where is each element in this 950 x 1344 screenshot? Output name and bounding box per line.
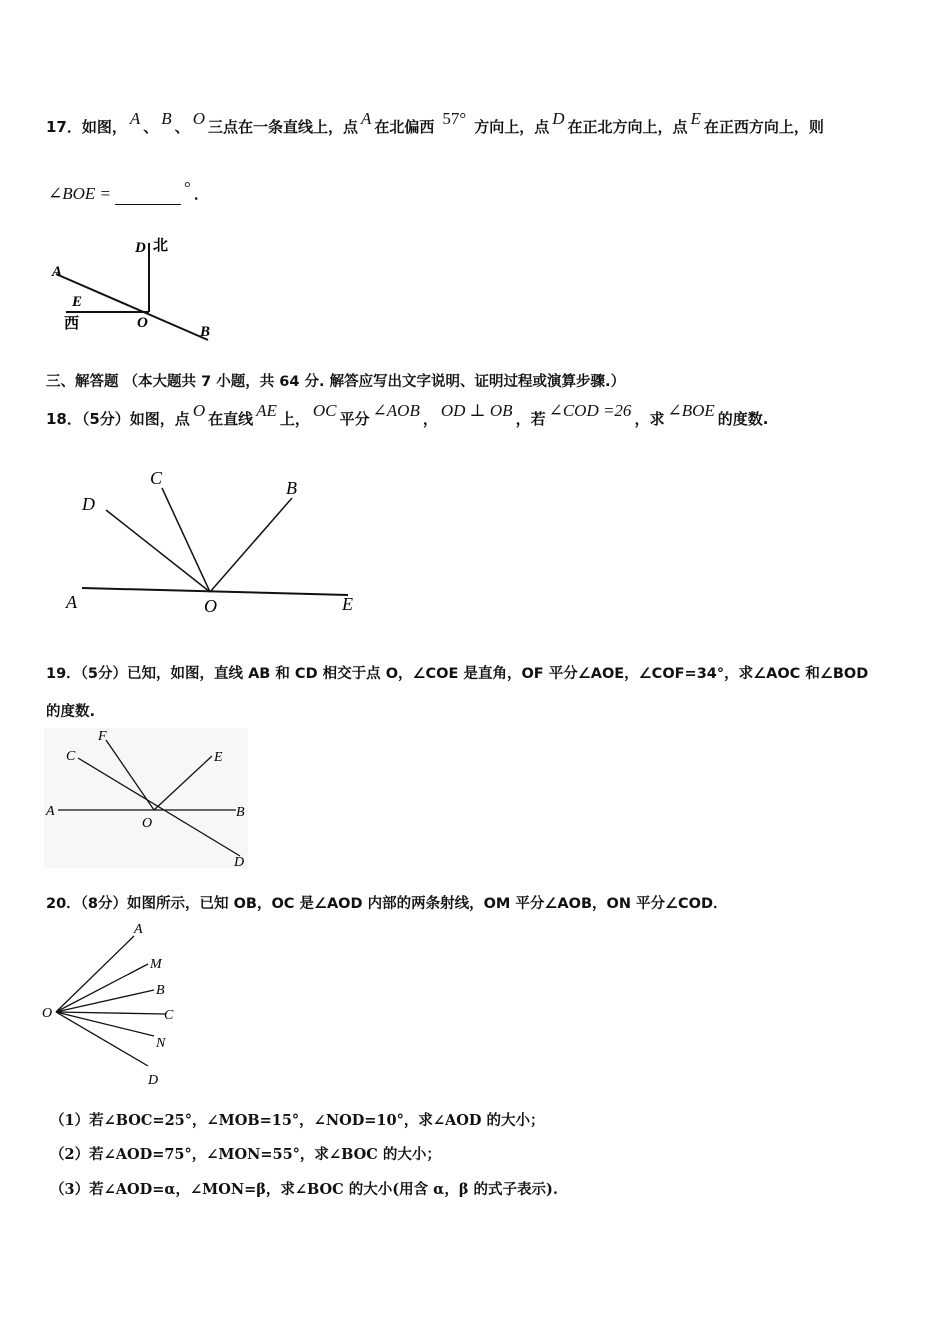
q18-text4: ，若: [515, 410, 546, 428]
q17-point-b: B: [161, 109, 172, 128]
q20-figure: [40, 918, 190, 1093]
q17-text1: 三点在一条直线上，点: [207, 118, 358, 136]
q17-point-o: O: [192, 109, 205, 128]
q18-perp: OD ⊥ OB: [440, 401, 513, 420]
q20-label-a: A: [134, 922, 143, 937]
q20-label-n: N: [156, 1036, 166, 1051]
q18-text3: 平分: [339, 410, 370, 428]
q18-ray-ob: [210, 498, 292, 592]
q17-label-north: 北: [153, 238, 169, 254]
q17-text2: 在北偏西: [374, 118, 435, 136]
q18-angle-boe: ∠BOE: [667, 401, 715, 420]
q20-ray-on: [56, 1012, 154, 1036]
q19-label-a: A: [46, 804, 55, 819]
q18-line: [46, 401, 769, 429]
q18-comma: ，: [422, 410, 438, 428]
q19-label-o: O: [142, 816, 153, 831]
q17-label-o: O: [137, 315, 148, 331]
q18-label-c: C: [150, 468, 163, 488]
q19-line1: 19．（5分）已知，如图，直线 AB 和 CD 相交于点 O，∠COE 是直角，OF 平分∠AOE，∠COF=34°，求∠AOC 和∠BOD: [46, 666, 869, 682]
q18-label-o: O: [204, 596, 217, 616]
q17-line2: [48, 178, 209, 204]
q19-label-b: B: [236, 805, 245, 820]
q17-point-a2: A: [360, 109, 372, 128]
q18-angle-cod: ∠COD =26: [548, 401, 632, 420]
q17-label-west: 西: [64, 316, 80, 332]
q18-figure: [60, 460, 370, 620]
q20-sub1: （1）若∠BOC=25°，∠MOB=15°，∠NOD=10°，求∠AOD 的大小；: [50, 1112, 545, 1129]
q18-line-ae: [82, 588, 348, 595]
q18-label-b: B: [286, 478, 297, 498]
q18-text1: 在直线: [208, 410, 254, 428]
q20-ray-od: [56, 1012, 148, 1066]
q20-label-b: B: [156, 983, 165, 998]
q18-prefix: 18．（5分）如图，点: [46, 410, 190, 428]
q17-angle: 57°: [442, 109, 467, 128]
q20-label-m: M: [150, 957, 162, 972]
q19-label-d: D: [234, 855, 245, 870]
q18-ray-oc: OC: [312, 401, 337, 420]
q17-sep2: 、: [174, 118, 190, 136]
q18-text6: 的度数.: [717, 410, 769, 428]
q17-text3: 方向上，点: [474, 118, 550, 136]
q17-label-e: E: [72, 294, 83, 310]
q17-figure: [40, 228, 230, 348]
q19-label-e: E: [214, 750, 223, 765]
q20-label-d: D: [148, 1073, 159, 1088]
q20-sub3: （3）若∠AOD=α，∠MON=β，求∠BOC 的大小(用含 α，β 的式子表示).: [50, 1181, 558, 1198]
q20-line1: 20．（8分）如图所示，已知 OB，OC 是∠AOD 内部的两条射线，OM 平分∠AOB，ON 平分∠COD．: [46, 896, 728, 912]
q18-text5: ，求: [634, 410, 665, 428]
q20-ray-oa: [56, 936, 134, 1012]
q17-point-e: E: [690, 109, 701, 128]
q18-ray-od: [106, 510, 210, 592]
q18-angle-aob: ∠AOB: [372, 401, 420, 420]
q17-sep1: 、: [143, 118, 159, 136]
q18-label-d: D: [82, 494, 95, 514]
q20-label-o: O: [42, 1006, 53, 1021]
q17-text4: 在正北方向上，点: [567, 118, 688, 136]
q19-label-c: C: [66, 749, 76, 764]
q17-label-b: B: [200, 324, 211, 340]
q17-degree: °: [184, 178, 191, 197]
q18-point-o: O: [192, 401, 206, 420]
q20-ray-om: [56, 964, 148, 1012]
q17-label-d: D: [135, 240, 146, 256]
q20-ray-ob: [56, 990, 154, 1012]
q17-text5: 在正西方向上，则: [703, 118, 824, 136]
q17-line1: [46, 109, 824, 137]
q17-prefix: 17．如图，: [46, 118, 127, 136]
q18-text2: 上，: [279, 410, 310, 428]
q17-expression: ∠BOE =: [48, 184, 112, 203]
section3-heading: 三、解答题 （本大题共 7 小题，共 64 分. 解答应写出文字说明、证明过程或演算步骤.）: [46, 374, 626, 390]
q17-point-d: D: [552, 109, 565, 128]
q17-label-a: A: [52, 264, 63, 280]
q20-sub2: （2）若∠AOD=75°，∠MON=55°，求∠BOC 的大小；: [50, 1146, 441, 1163]
q19-line2: 的度数.: [46, 704, 96, 720]
q18-label-e: E: [342, 594, 353, 614]
q18-line-ae: AE: [256, 401, 277, 420]
q17-point-a: A: [129, 109, 141, 128]
q20-label-c: C: [164, 1008, 174, 1023]
q20-ray-oc: [56, 1012, 166, 1014]
q17-answer-blank: [115, 204, 181, 205]
q18-label-a: A: [66, 592, 77, 612]
q17-end: ．: [193, 185, 209, 203]
q19-figure: [44, 728, 254, 870]
q19-label-f: F: [98, 729, 107, 744]
q18-ray-oc: [162, 488, 210, 592]
